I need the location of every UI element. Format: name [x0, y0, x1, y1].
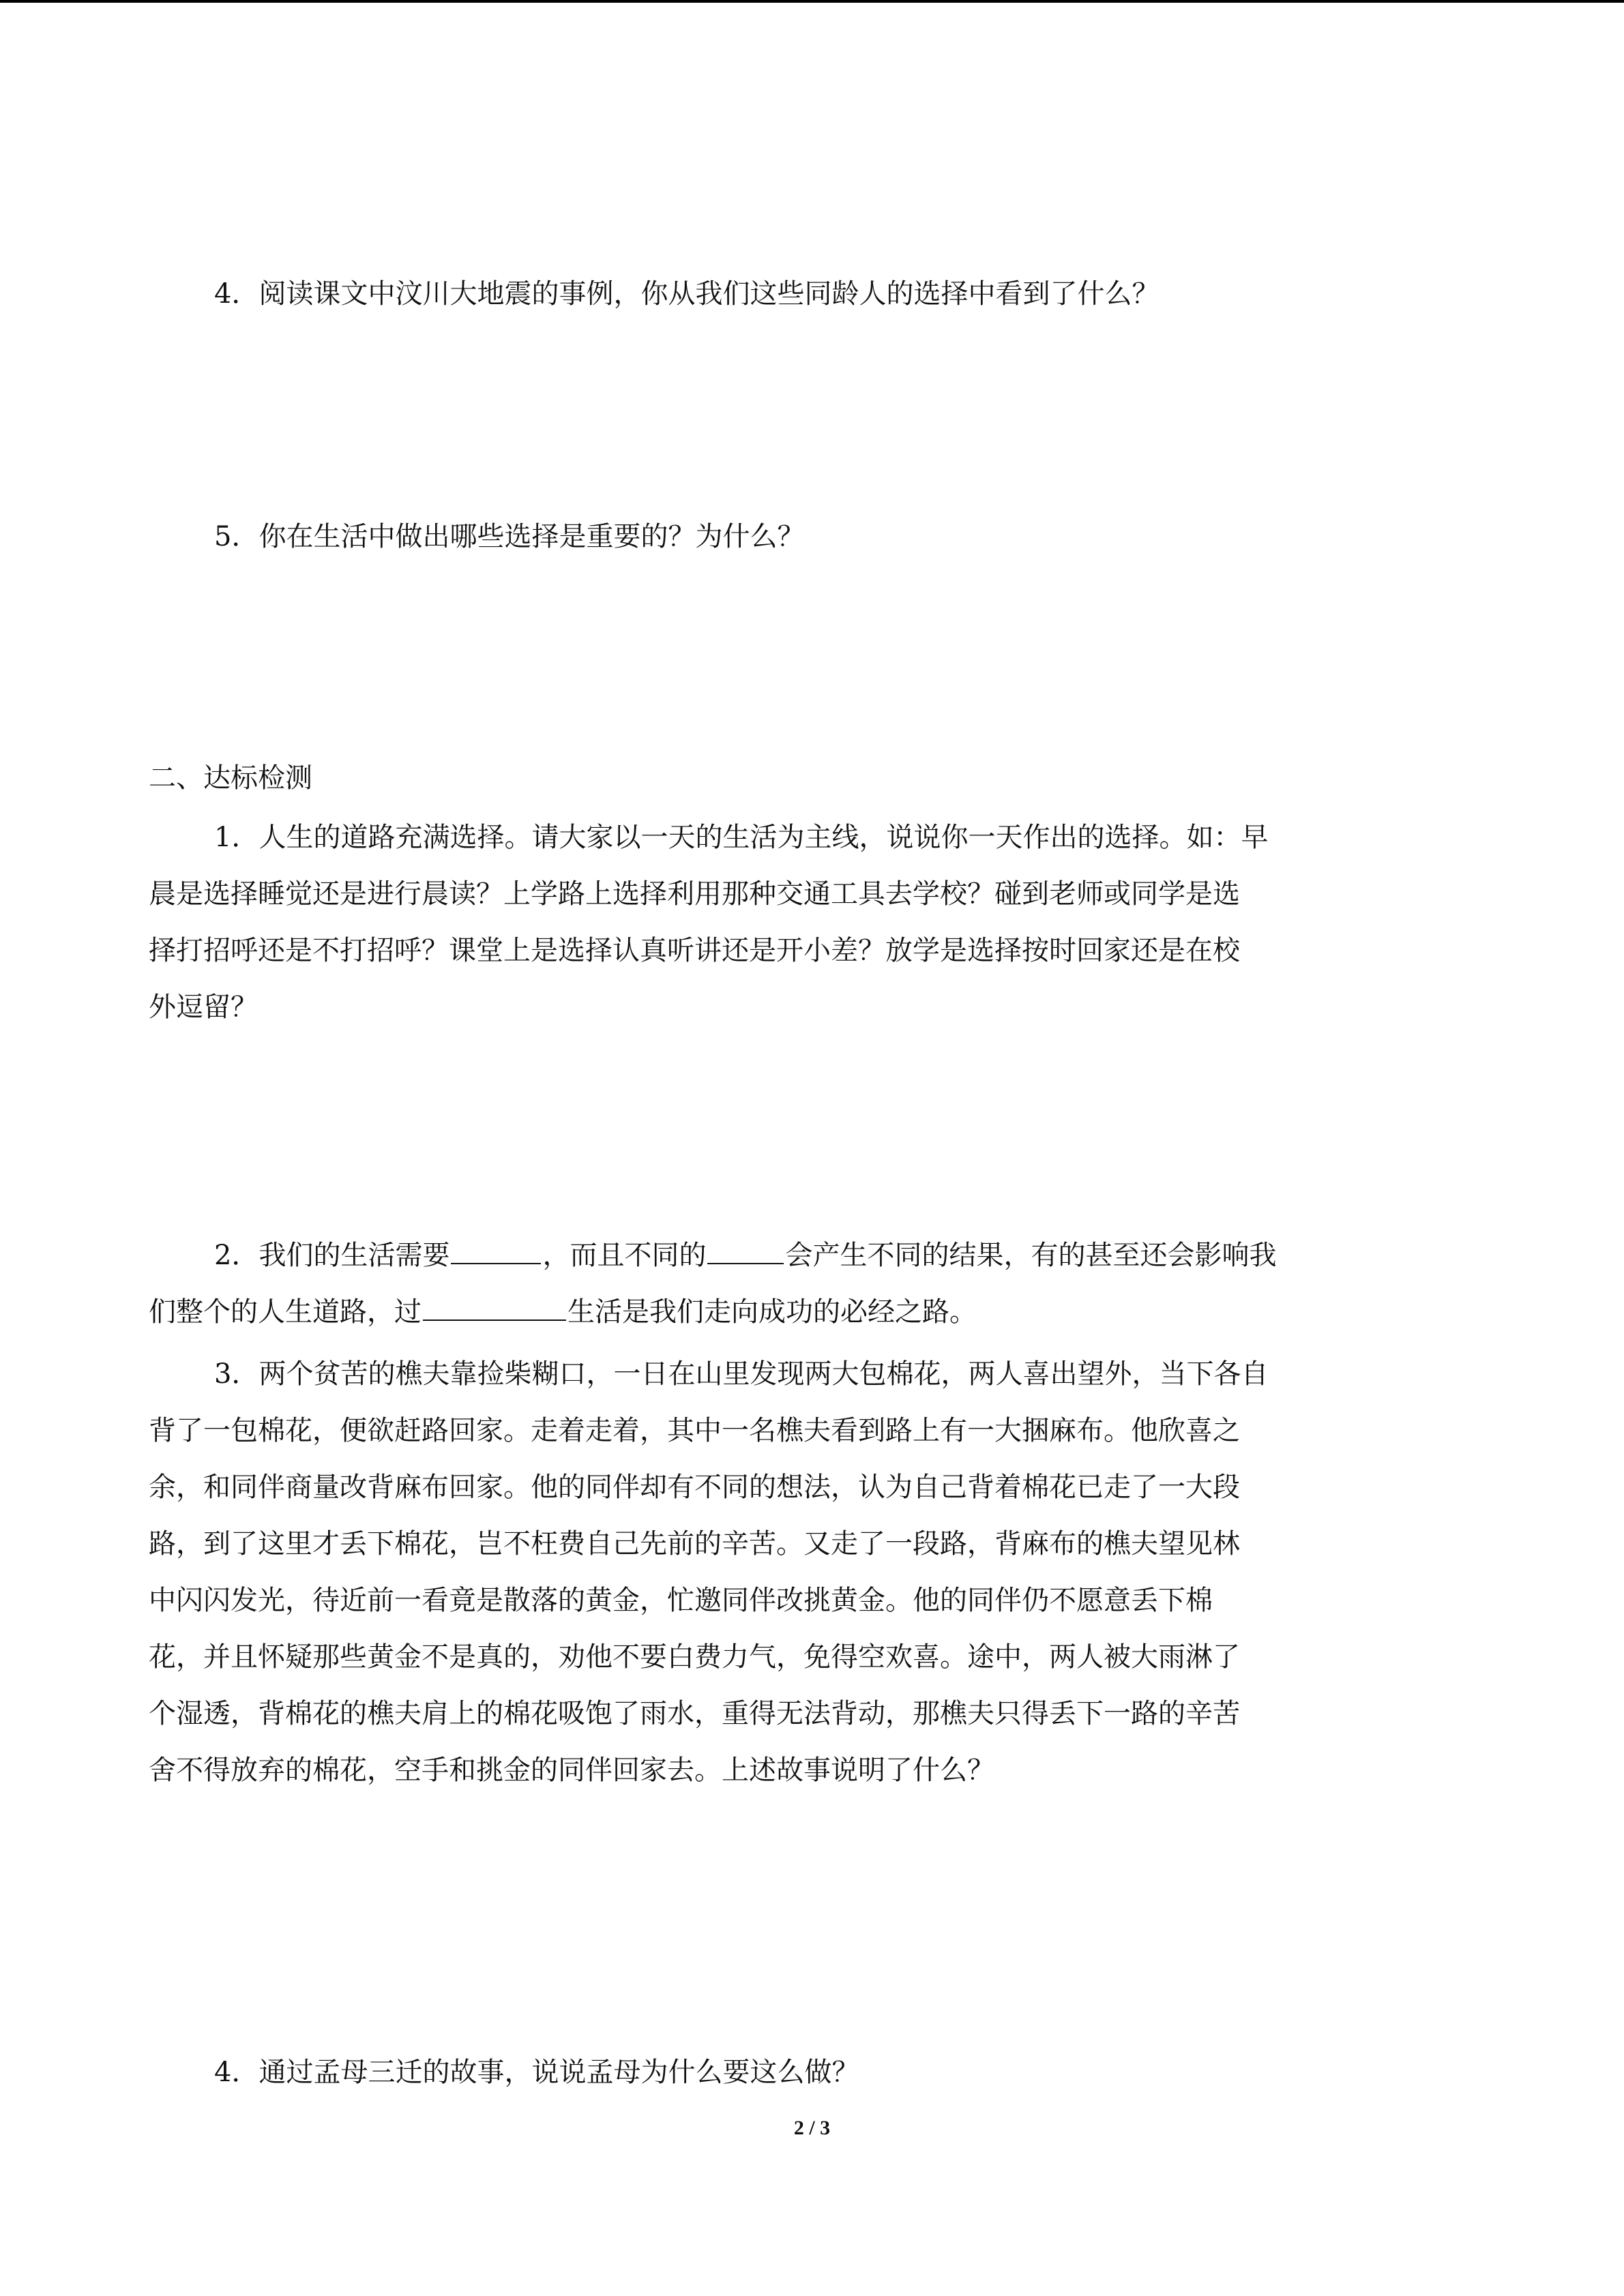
exercise-2-part-5: 生活是我们走向成功的必经之路。: [567, 1296, 977, 1328]
question-4-text: 4．阅读课文中汶川大地震的事例，你从我们这些同龄人的选择中看到了什么？: [214, 278, 1160, 310]
section-heading-text: 二、达标检测: [149, 762, 312, 794]
exercise-3-line-8: 舍不得放弃的棉花，空手和挑金的同伴回家去。上述故事说明了什么？: [149, 1755, 994, 1786]
exercise-1-line-1: 1．人生的道路充满选择。请大家以一天的生活为主线，说说你一天作出的选择。如：早: [214, 822, 1269, 853]
exercise-2-part-1: 2．我们的生活需要: [214, 1240, 450, 1271]
blank-2[interactable]: [707, 1233, 784, 1264]
exercise-2-part-3: 会产生不同的结果，有的甚至还会影响我: [785, 1240, 1277, 1271]
exercise-3-line-1: 3．两个贫苦的樵夫靠捡柴糊口，一日在山里发现两大包棉花，两人喜出望外，当下各自: [214, 1358, 1269, 1390]
exercise-2-part-4: 们整个的人生道路，过: [149, 1296, 422, 1328]
blank-1[interactable]: [451, 1233, 541, 1264]
exercise-3-line-2: 背了一包棉花，便欲赶路回家。走着走着，其中一名樵夫看到路上有一大捆麻布。他欣喜之: [149, 1415, 1240, 1446]
exercise-4-mencius: [149, 2044, 1475, 2101]
exercise-2-line-2: [149, 1284, 1475, 1341]
document-page: [149, 0, 1475, 2296]
blank-3[interactable]: [423, 1289, 566, 1321]
exercise-1-line-2: 晨是选择睡觉还是进行晨读？上学路上选择利用那种交通工具去学校？碰到老师或同学是选: [149, 878, 1240, 910]
page-number: 2 / 3: [793, 2117, 831, 2139]
exercise-4-text: 4．通过孟母三迁的故事，说说孟母为什么要这么做？: [214, 2057, 859, 2088]
exercise-3-line-7: 个湿透，背棉花的樵夫肩上的棉花吸饱了雨水，重得无法背动，那樵夫只得丢下一路的辛苦: [149, 1698, 1240, 1729]
exercise-1-line-3: 择打招呼还是不打招呼？课堂上是选择认真听讲还是开小差？放学是选择按时回家还是在校: [149, 935, 1240, 966]
question-5-text: 5．你在生活中做出哪些选择是重要的？为什么？: [214, 521, 805, 552]
exercise-2-part-2: ，而且不同的: [542, 1240, 707, 1271]
exercise-2-fill-blanks: [149, 1227, 1475, 1341]
exercise-3-line-3: 余，和同伴商量改背麻布回家。他的同伴却有不同的想法，认为自己背着棉花已走了一大段: [149, 1472, 1240, 1503]
question-5-choices: [149, 509, 1475, 565]
exercise-3-story: [149, 1346, 1475, 1799]
exercise-2-line-1: [149, 1227, 1475, 1284]
exercise-1: [149, 809, 1475, 1036]
exercise-1-line-4: 外逗留？: [149, 992, 258, 1023]
exercise-3-line-6: 花，并且怀疑那些黄金不是真的，劝他不要白费力气，免得空欢喜。途中，两人被大雨淋了: [149, 1641, 1240, 1673]
exercise-3-line-4: 路，到了这里才丢下棉花，岂不枉费自己先前的辛苦。又走了一段路，背麻布的樵夫望见林: [149, 1528, 1240, 1560]
exercise-3-line-5: 中闪闪发光，待近前一看竟是散落的黄金，忙邀同伴改挑黄金。他的同伴仍不愿意丢下棉: [149, 1585, 1213, 1616]
question-4-wenchuan: [149, 266, 1475, 323]
section-heading: [149, 750, 1475, 807]
